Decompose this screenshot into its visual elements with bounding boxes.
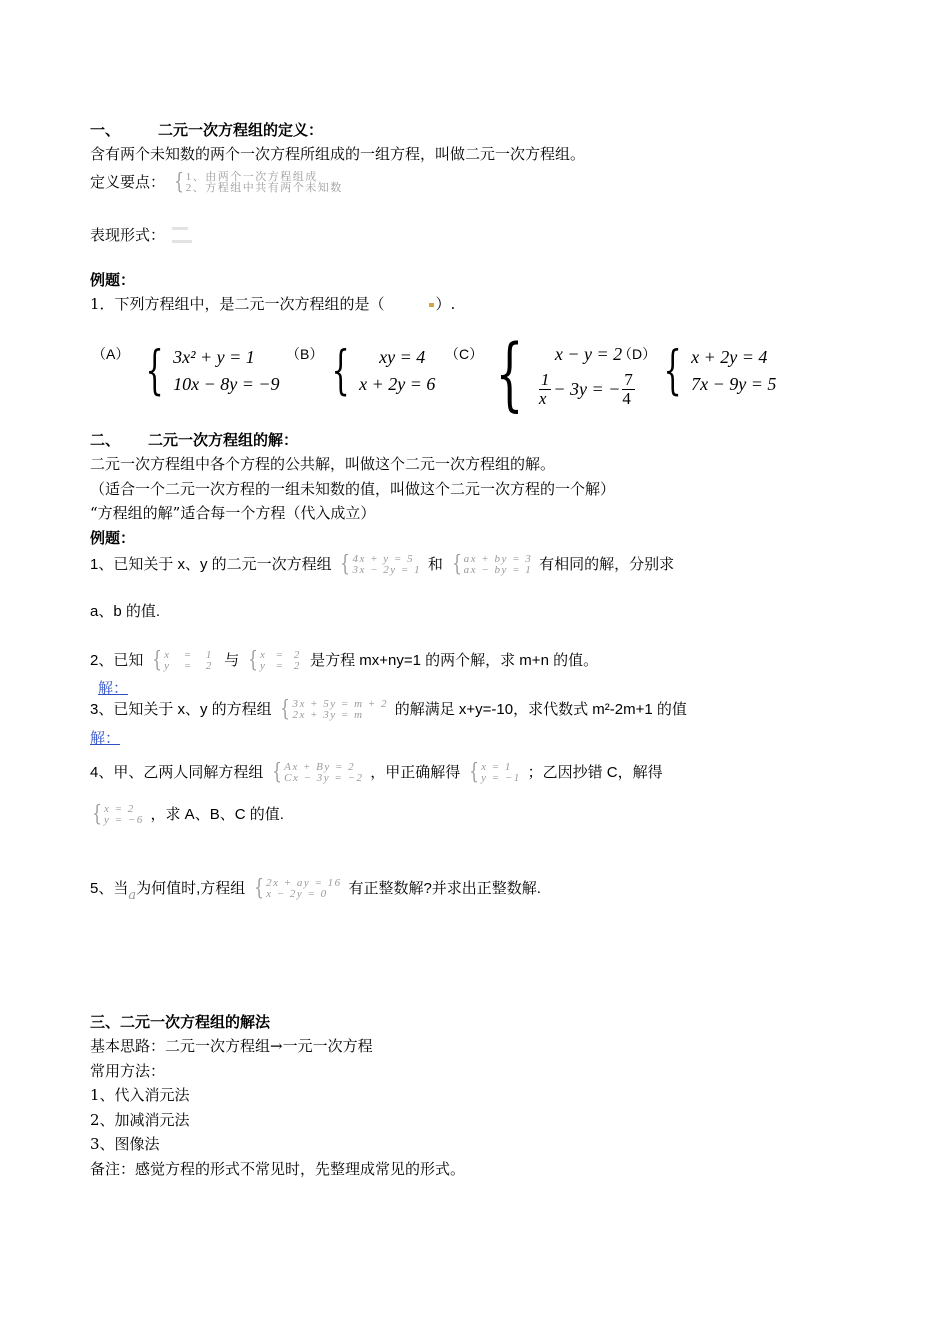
s2-q4-text-c: ；乙因抄错 C，解得: [527, 764, 663, 781]
option-b-row-2: x + 2y = 6: [359, 374, 436, 394]
option-a-row-2: 10x − 8y = −9: [173, 374, 280, 394]
form-label: 表现形式：: [90, 226, 166, 244]
s2-q4-text-b: ，甲正确解得: [370, 764, 461, 781]
s2-q1-sys2-row-1: ax + by = 3: [463, 553, 533, 565]
brace-icon: {: [495, 327, 524, 420]
option-a-label: （A）: [92, 346, 130, 362]
option-d-system: [656, 341, 777, 401]
s2-question-3: [90, 699, 687, 721]
section1-example-label: 例题：: [90, 271, 136, 289]
option-c-row-2-mid: − 3y = −: [553, 379, 621, 399]
s2-question-5: [90, 878, 541, 906]
option-a-system: [138, 341, 280, 401]
brace-icon: {: [248, 648, 258, 673]
s2-q5-text-c: 有正整数解?并求出正整数解.: [348, 880, 541, 897]
s2-q3-text-a: 3、已知关于 x、y 的方程组: [90, 701, 272, 718]
brace-icon: {: [145, 341, 164, 401]
section3-methods-label: 常用方法：: [90, 1062, 166, 1080]
section2-heading: [90, 430, 298, 450]
option-c-frac2-num: 7: [624, 369, 633, 389]
section2-example-label: 例题：: [90, 529, 136, 547]
option-c-label: （C）: [445, 346, 484, 362]
s2-q2-system-1: [150, 650, 217, 672]
option-c-system: [484, 327, 637, 420]
section2-def-3: “方程组的解”适合每一个方程（代入成立）: [90, 504, 376, 522]
s2-q2-sys2-row-1: x = 2: [260, 649, 304, 661]
point-2: 2、方程组中共有两个未知数: [185, 182, 343, 194]
option-c-row-2: [537, 371, 637, 408]
section3-note: 备注：感觉方程的形式不常见时，先整理成常见的形式。: [90, 1160, 466, 1178]
brace-icon: {: [152, 648, 163, 673]
s2-q1-sys2-row-2: ax − by = 1: [463, 564, 533, 576]
s2-q2-text-b: 是方程 mx+ny=1 的两个解，求 m+n 的值。: [310, 652, 599, 669]
s2-q4-text-a: 4、甲、乙两人同解方程组: [90, 764, 264, 781]
option-d-row-1: x + 2y = 4: [691, 347, 768, 367]
s2-q4-sys-row-2: Cx − 3y = −2: [284, 772, 364, 784]
option-b-row-1: xy = 4: [379, 347, 426, 367]
s2-q3-system: [278, 699, 387, 721]
section2-def-2: （适合一个二元一次方程的一组未知数的值，叫做这个二元一次方程的一个解）: [90, 480, 616, 498]
s2-question-4: [90, 762, 663, 784]
option-d-label: （D）: [618, 346, 657, 362]
section2-def-1: 二元一次方程组中各个方程的公共解，叫做这个二元一次方程组的解。: [90, 455, 556, 473]
s2-q3-sys-row-2: 2x + 3y = m: [292, 709, 364, 721]
s2-q3-text-b: 的解满足 x+y=-10，求代数式 m²-2m+1 的值: [394, 701, 687, 718]
s2-q4-system: [270, 762, 363, 784]
s2-q1-system-2: [450, 554, 533, 576]
option-a-row-1: 3x² + y = 1: [173, 347, 255, 367]
brace-icon: {: [663, 341, 682, 401]
s2-q4-text-d: ，求 A、B、C 的值.: [150, 806, 284, 823]
section1-title: 二元一次方程组的定义：: [158, 121, 324, 139]
s2-q2-with: 与: [224, 651, 240, 669]
s2-q5-system: [252, 878, 342, 900]
s2-q1-and: 和: [427, 555, 443, 573]
s2-q3-sys-row-1: 3x + 5y = m + 2: [292, 698, 388, 710]
s2-q4-solution-1: [467, 762, 521, 784]
option-c-frac1-num: 1: [540, 369, 550, 389]
s2-q4-sys-row-1: Ax + By = 2: [284, 761, 356, 773]
brace-icon: {: [272, 760, 283, 785]
section3-title: 三、二元一次方程组的解法: [90, 1013, 271, 1031]
s2-q2-sys1-row-1: x = 1: [164, 649, 218, 661]
s2-q2-system-2: [246, 650, 303, 672]
brace-icon: {: [331, 341, 350, 401]
s2-q1-sys1-row-1: 4x + y = 5: [352, 553, 415, 565]
s2-question-1: [90, 554, 674, 576]
s2-q5-sys-row-1: 2x + ay = 16: [266, 877, 342, 889]
brace-icon: {: [280, 697, 291, 722]
answer-1: 解：: [98, 679, 129, 697]
point-1: 1、由两个一次方程组成: [185, 171, 318, 183]
option-b-label: （B）: [286, 346, 324, 362]
method-2: 2、加减消元法: [90, 1111, 190, 1129]
brace-icon: {: [340, 552, 351, 577]
answer-marker: [429, 303, 434, 307]
option-c-row-1: x − y = 2: [554, 343, 623, 364]
s2-q1-text-a: 1、已知关于 x、y 的二元一次方程组: [90, 556, 332, 573]
answer-2: 解：: [90, 729, 121, 747]
s2-q1-text-b: 有相同的解，分别求: [539, 555, 675, 573]
brace-icon: {: [469, 760, 479, 785]
brace-icon: {: [254, 876, 264, 901]
form-line: [90, 223, 200, 249]
section3-idea: 基本思路：二元一次方程组→一元一次方程: [90, 1037, 373, 1055]
s2-q2-text-a: 2、已知: [90, 652, 144, 669]
s2-q4-sol1-row-1: x = 1: [481, 761, 512, 773]
s2-q5-text-b: 为何值时,方程组: [136, 880, 246, 897]
brace-icon: {: [173, 170, 184, 195]
s2-q2-sys1-row-2: y = 2: [164, 660, 218, 672]
s2-question-2: [90, 650, 598, 672]
s2-q4-sol2-row-2: y = −6: [104, 814, 144, 826]
form-image-placeholder: [170, 223, 200, 249]
method-1: 1、代入消元法: [90, 1086, 190, 1104]
s2-q4-sol1-row-2: y = −1: [481, 772, 521, 784]
section1-number: 一、: [90, 121, 121, 139]
section1-definition: 含有两个未知数的两个一次方程所组成的一组方程，叫做二元一次方程组。: [90, 145, 586, 163]
section1-heading: [90, 120, 323, 140]
s2-question-4-cont: [90, 804, 284, 826]
definition-points: [90, 172, 345, 194]
s2-q4-sol2-row-1: x = 2: [104, 803, 135, 815]
s2-q1-sys1-row-2: 3x − 2y = 1: [352, 564, 422, 576]
method-3: 3、图像法: [90, 1135, 160, 1153]
brace-icon: {: [451, 552, 462, 577]
question-1: [90, 294, 455, 314]
option-c-frac2-den: 4: [622, 388, 631, 408]
option-d-row-2: 7x − 9y = 5: [691, 374, 777, 394]
s2-q4-solution-2: [90, 804, 144, 826]
q1-text: 1．下列方程组中，是二元一次方程组的是（: [90, 295, 385, 313]
points-label: 定义要点：: [90, 173, 166, 191]
brace-icon: {: [92, 802, 102, 827]
s2-q5-sys-row-2: x − 2y = 0: [266, 888, 328, 900]
q1-close: ）.: [435, 295, 456, 313]
option-c-frac1-den: x: [538, 388, 547, 408]
section2-title: 二元一次方程组的解：: [148, 431, 299, 449]
s2-q1-system-1: [338, 554, 421, 576]
s2-q2-sys2-row-2: y = 2: [260, 660, 304, 672]
points-system: [172, 172, 343, 194]
section2-number: 二、: [90, 431, 121, 449]
s2-q5-var: a: [128, 888, 137, 903]
s2-q1-text-c: a、b 的值.: [90, 603, 161, 620]
s2-q5-text-a: 5、当: [90, 880, 129, 897]
option-b-system: [324, 341, 436, 401]
